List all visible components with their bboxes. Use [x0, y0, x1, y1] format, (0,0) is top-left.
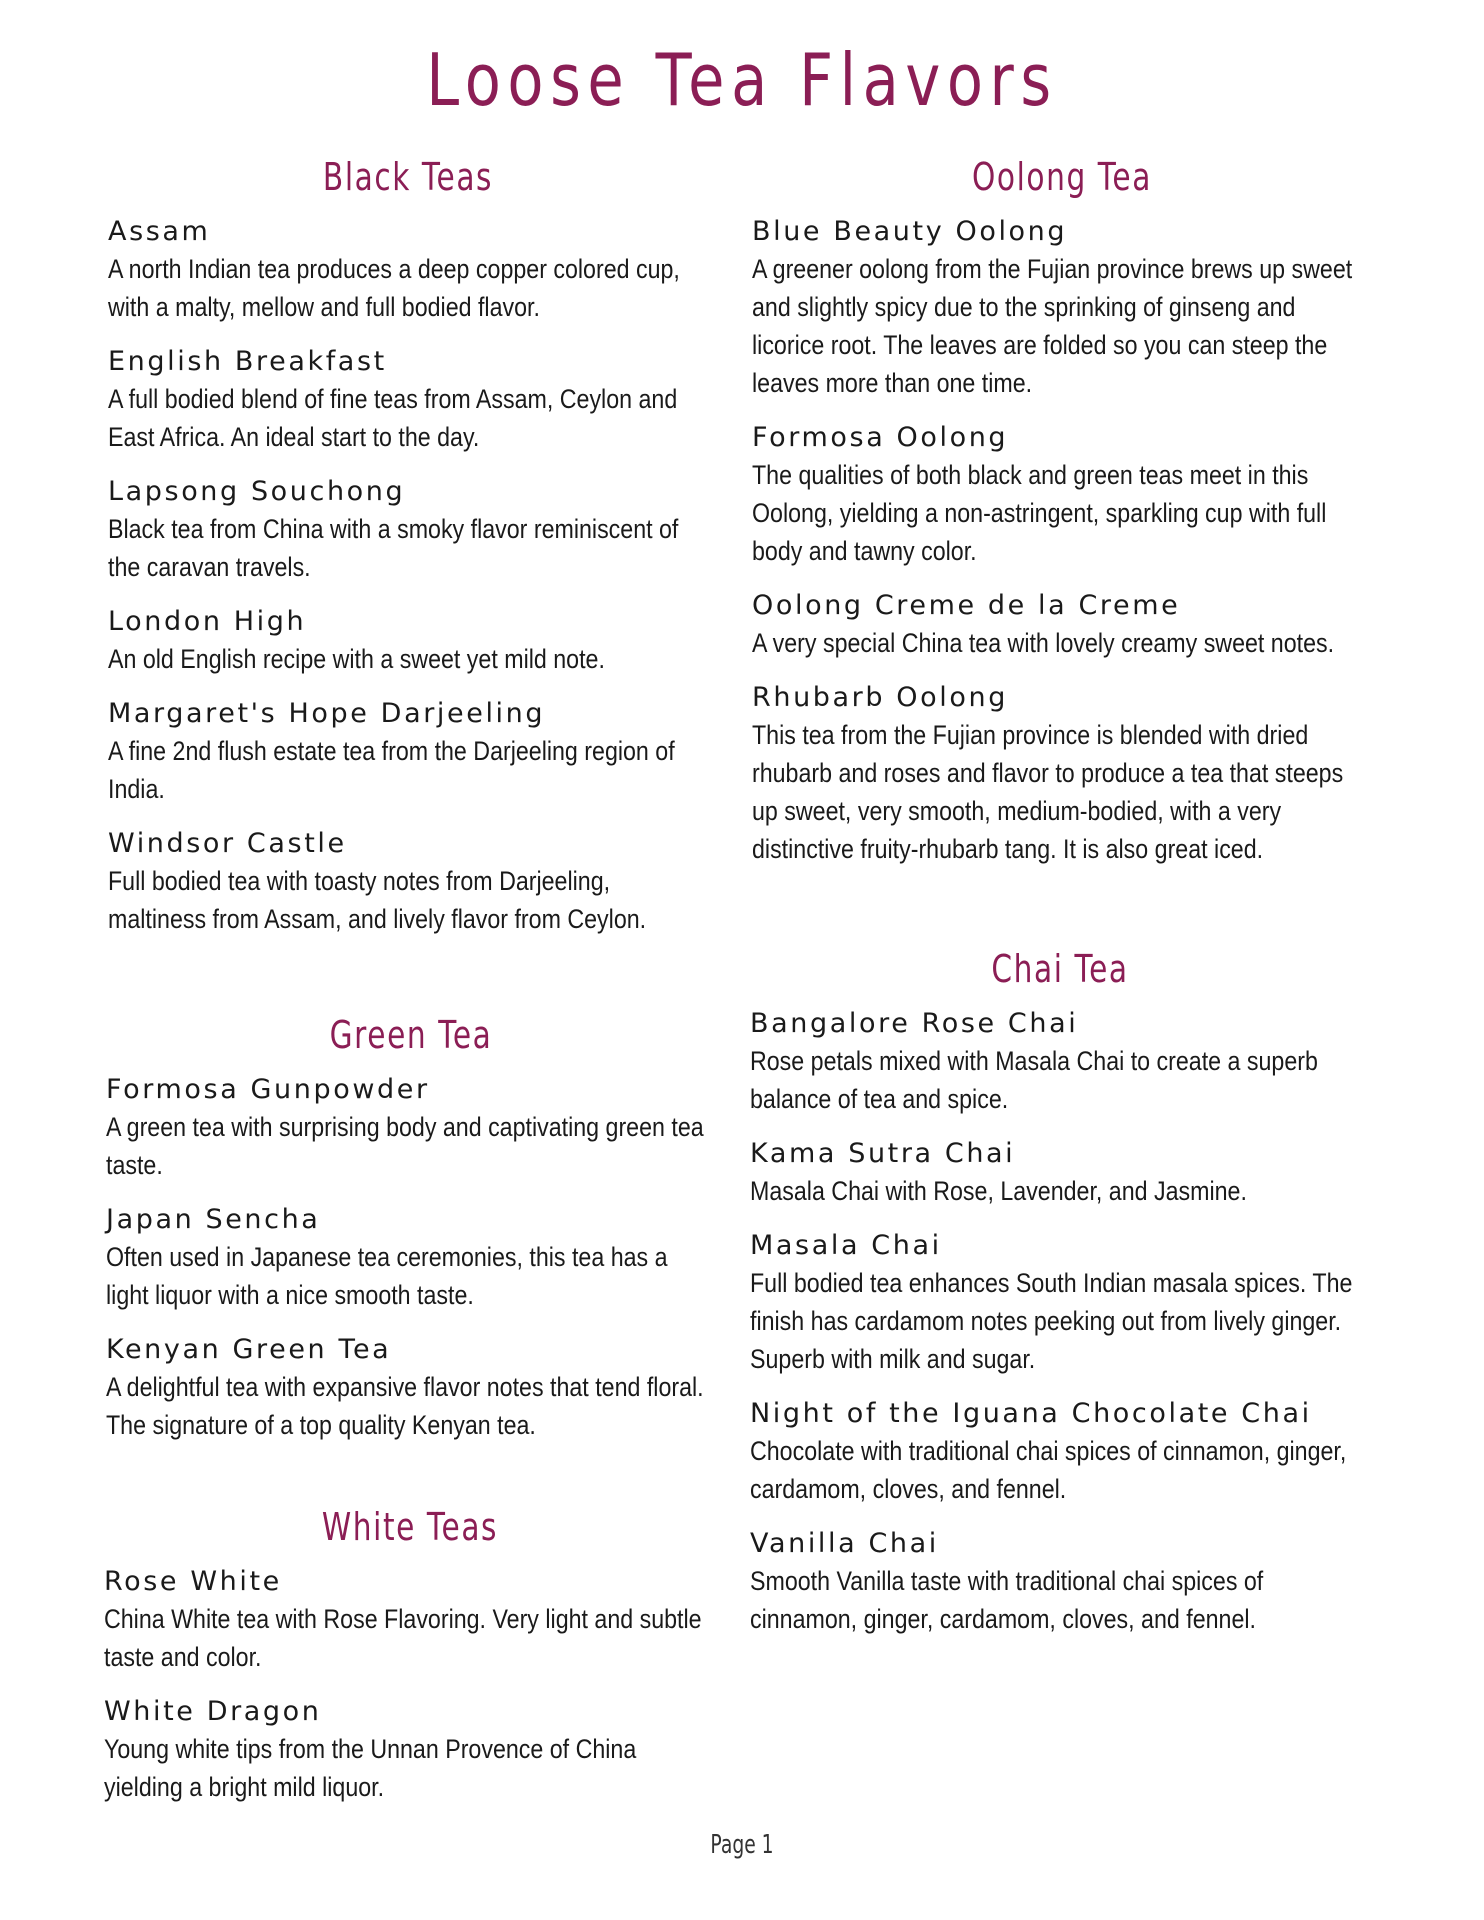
- tea-name: Kenyan Green Tea: [106, 1334, 392, 1365]
- tea-description: Black tea from China with a smoky flavor reminiscent of the caravan travels.: [108, 514, 679, 582]
- tea-description: China White tea with Rose Flavoring. Very light and subtle taste and color.: [104, 1604, 702, 1672]
- tea-description: An old English recipe with a sweet yet mild note.: [108, 644, 605, 674]
- tea-description: Full bodied tea enhances South Indian masala spices. The finish has cardamom notes peeking out from lively ginger. Superb with milk and sugar.: [750, 1268, 1353, 1374]
- section-oolong-tea: [752, 155, 1372, 886]
- section-heading: White Teas: [321, 1505, 499, 1549]
- tea-item: [106, 1202, 716, 1314]
- tea-name: White Dragon: [104, 1696, 322, 1727]
- tea-name: Blue Beauty Oolong: [752, 216, 1068, 247]
- tea-item: [752, 214, 1372, 402]
- tea-item: [750, 1396, 1370, 1508]
- tea-description: Masala Chai with Rose, Lavender, and Jasmine.: [750, 1176, 1247, 1206]
- tea-description: A very special China tea with lovely creamy sweet notes.: [752, 628, 1335, 658]
- tea-item: [108, 214, 708, 326]
- tea-name: Windsor Castle: [108, 828, 347, 859]
- tea-name: London High: [108, 606, 307, 637]
- section-heading: Green Tea: [329, 1013, 493, 1057]
- tea-item: [750, 1228, 1370, 1378]
- tea-item: [108, 474, 708, 586]
- tea-item: [752, 588, 1372, 662]
- tea-description: Chocolate with traditional chai spices of cinnamon, ginger, cardamom, cloves, and fennel.: [750, 1436, 1347, 1504]
- section-heading: Oolong Tea: [972, 155, 1152, 199]
- tea-description: A north Indian tea produces a deep copper colored cup, with a malty, mellow and full bodied flavor.: [108, 254, 680, 322]
- tea-item: [106, 1072, 716, 1184]
- tea-item: [750, 1136, 1370, 1210]
- tea-item: [750, 1006, 1370, 1118]
- tea-item: [108, 826, 708, 938]
- tea-name: Lapsong Souchong: [108, 476, 406, 507]
- tea-item: [750, 1526, 1370, 1638]
- tea-name: Masala Chai: [750, 1230, 942, 1261]
- tea-item: [108, 344, 708, 456]
- tea-description: A green tea with surprising body and captivating green tea taste.: [106, 1112, 704, 1180]
- section-white-teas: [104, 1505, 716, 1824]
- tea-name: Formosa Gunpowder: [106, 1074, 430, 1105]
- tea-name: Margaret's Hope Darjeeling: [108, 698, 546, 729]
- tea-description: Rose petals mixed with Masala Chai to create a superb balance of tea and spice.: [750, 1046, 1318, 1114]
- tea-item: [104, 1564, 716, 1676]
- tea-name: English Breakfast: [108, 346, 387, 377]
- tea-name: Assam: [108, 216, 211, 247]
- tea-name: Night of the Iguana Chocolate Chai: [750, 1398, 1312, 1429]
- section-black-teas: [108, 155, 708, 956]
- page-title: Loose Tea Flavors: [426, 38, 1058, 122]
- tea-name: Kama Sutra Chai: [750, 1138, 1016, 1169]
- tea-description: Smooth Vanilla taste with traditional chai spices of cinnamon, ginger, cardamom, cloves, and fennel.: [750, 1566, 1264, 1634]
- tea-description: Often used in Japanese tea ceremonies, this tea has a light liquor with a nice smooth taste.: [106, 1242, 668, 1310]
- section-heading: Chai Tea: [991, 947, 1129, 991]
- page-number: Page 1: [710, 1830, 774, 1860]
- tea-description: This tea from the Fujian province is blended with dried rhubarb and roses and flavor to produce a tea that steeps up sweet, very smooth, medium-bodied, with a very distinctive fruity-rhubarb tang. It is also great iced.: [752, 720, 1344, 864]
- tea-description: Full bodied tea with toasty notes from Darjeeling, maltiness from Assam, and lively flavor from Ceylon.: [108, 866, 647, 934]
- tea-item: [752, 680, 1372, 868]
- tea-item: [108, 604, 708, 678]
- tea-name: Bangalore Rose Chai: [750, 1008, 1079, 1039]
- tea-name: Japan Sencha: [106, 1204, 321, 1235]
- tea-description: The qualities of both black and green teas meet in this Oolong, yielding a non-astringent, sparkling cup with full body and tawny color.: [752, 460, 1327, 566]
- tea-item: [104, 1694, 716, 1806]
- tea-name: Formosa Oolong: [752, 422, 1009, 453]
- section-green-tea: [106, 1013, 716, 1462]
- tea-description: A greener oolong from the Fujian province brews up sweet and slightly spicy due to the sprinking of ginseng and licorice root. The leaves are folded so you can steep the leaves more than one time.: [752, 254, 1353, 398]
- tea-description: Young white tips from the Unnan Provence of China yielding a bright mild liquor.: [104, 1734, 637, 1802]
- tea-name: Rhubarb Oolong: [752, 682, 1008, 713]
- tea-description: A delightful tea with expansive flavor notes that tend floral. The signature of a top quality Kenyan tea.: [106, 1372, 704, 1440]
- tea-item: [108, 696, 708, 808]
- tea-description: A fine 2nd flush estate tea from the Darjeeling region of India.: [108, 736, 675, 804]
- tea-name: Vanilla Chai: [750, 1528, 939, 1559]
- tea-description: A full bodied blend of fine teas from Assam, Ceylon and East Africa. An ideal start to the day.: [108, 384, 678, 452]
- section-chai-tea: [750, 947, 1370, 1656]
- tea-name: Rose White: [104, 1566, 282, 1597]
- tea-item: [106, 1332, 716, 1444]
- tea-item: [752, 420, 1372, 570]
- section-heading: Black Teas: [322, 155, 494, 199]
- tea-name: Oolong Creme de la Creme: [752, 590, 1181, 621]
